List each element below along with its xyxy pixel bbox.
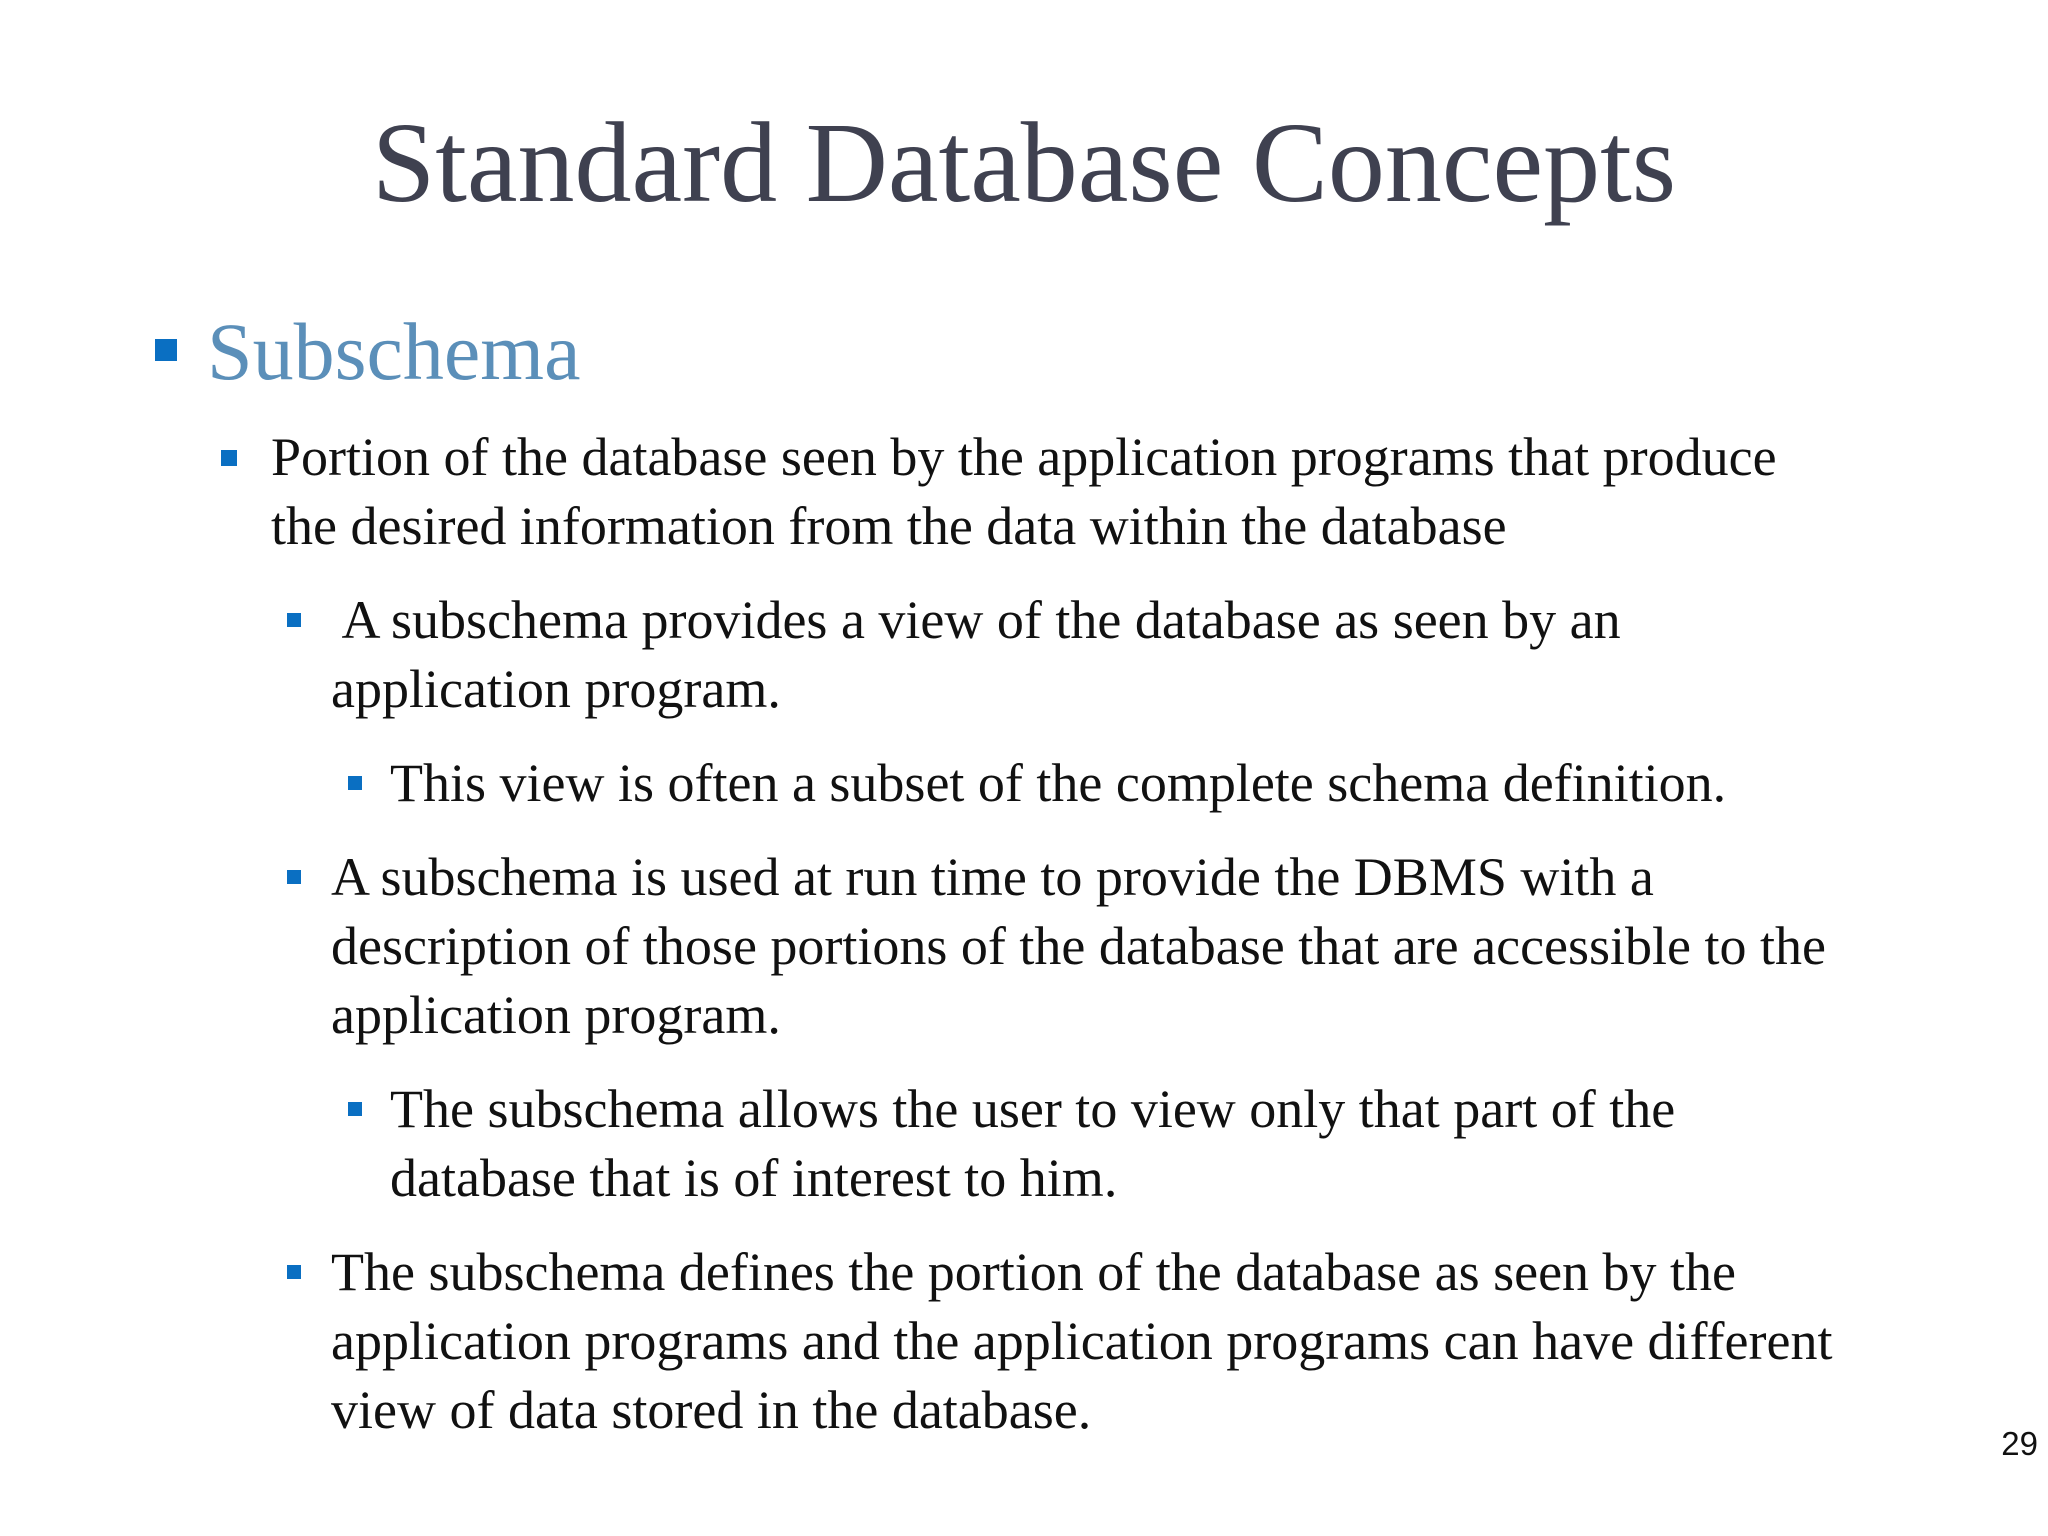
page-number: 29 bbox=[2001, 1425, 2038, 1462]
bullet-text-line: A subschema provides a view of the database as seen by an bbox=[331, 590, 1621, 650]
bullet-text-line: view of data stored in the database. bbox=[331, 1380, 1092, 1440]
bullet-text-line: The subschema defines the portion of the database as seen by the bbox=[331, 1242, 1737, 1302]
square-bullet-icon bbox=[221, 450, 237, 466]
bullet-text-line: the desired information from the data within the database bbox=[271, 496, 1507, 556]
bullet-text-line: A subschema is used at run time to provide the DBMS with a bbox=[331, 847, 1654, 907]
square-bullet-icon bbox=[287, 613, 301, 627]
square-bullet-icon bbox=[348, 1102, 362, 1116]
bullet-text-line: The subschema allows the user to view only that part of the bbox=[390, 1079, 1676, 1139]
bullet-heading: Subschema bbox=[207, 306, 581, 397]
bullet-text-line: application program. bbox=[331, 659, 781, 719]
square-bullet-icon bbox=[348, 776, 362, 790]
square-bullet-icon bbox=[287, 870, 301, 884]
bullet-text-line: application programs and the application programs can have different bbox=[331, 1311, 1833, 1371]
bullet-text-line: application program. bbox=[331, 985, 781, 1045]
bullet-text-line: database that is of interest to him. bbox=[390, 1148, 1118, 1208]
square-bullet-icon bbox=[155, 339, 177, 361]
square-bullet-icon bbox=[287, 1265, 301, 1279]
slide-title: Standard Database Concepts bbox=[371, 99, 1677, 226]
bullet-text-line: Portion of the database seen by the application programs that produce bbox=[271, 427, 1777, 487]
bullet-text-line: This view is often a subset of the complete schema definition. bbox=[390, 753, 1727, 813]
bullet-text-line: description of those portions of the database that are accessible to the bbox=[331, 916, 1826, 976]
